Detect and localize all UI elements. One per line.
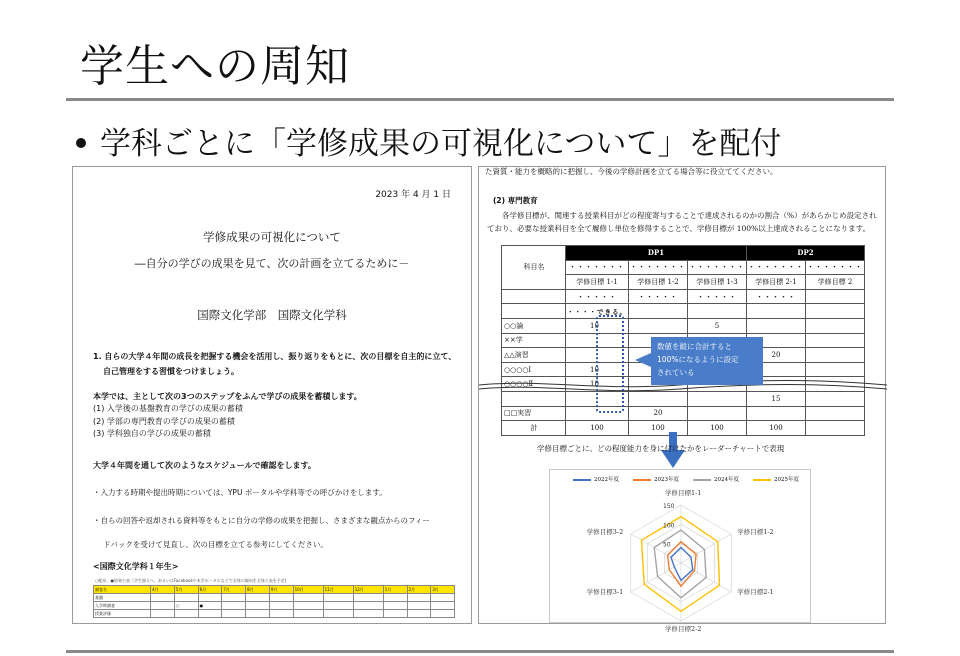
total-value: 100 bbox=[629, 421, 688, 436]
goal-header: 学修目標 1-3 bbox=[688, 275, 747, 290]
month-cell: 4月 bbox=[151, 586, 175, 594]
goal-header: 学修目標 2 bbox=[806, 275, 865, 290]
legend-label: 2024年度 bbox=[714, 477, 739, 483]
column-highlight-box bbox=[596, 315, 624, 413]
item-1 bbox=[93, 349, 463, 379]
goal-desc: ・・・・・・・ bbox=[629, 260, 688, 275]
goal-dots-row bbox=[502, 304, 865, 319]
first-year-heading: <国際文化学科１年生> bbox=[93, 562, 179, 571]
total-value: 100 bbox=[566, 421, 629, 436]
radar-series-2024年度 bbox=[654, 530, 706, 598]
goal-dots-row bbox=[502, 289, 865, 304]
schedule-header-row bbox=[94, 586, 455, 594]
schedule-row bbox=[94, 602, 455, 610]
month-cell: 7月 bbox=[222, 586, 246, 594]
goal-desc: ・・・・・ bbox=[629, 289, 688, 304]
note-feedback-line-2: ドバックを受けて見直し、次の目標を立てる参考にしてください。 bbox=[103, 540, 328, 549]
callout-pointer bbox=[635, 353, 651, 367]
course-name: □□実習 bbox=[502, 406, 566, 421]
month-cell: 9月 bbox=[269, 586, 293, 594]
schedule-legend-note: ○配布、●結果公表（学生個人へ、あるいはFacebookや本学ポータルなどで全体の傾向を全体公表を予定) bbox=[95, 578, 287, 583]
bottom-divider bbox=[66, 650, 894, 653]
month-cell: 11月 bbox=[323, 586, 353, 594]
radar-axis-label: 学修目標1-2 bbox=[737, 528, 774, 536]
radar-tick-label: 50 bbox=[663, 541, 671, 549]
course-name: ○○○○Ⅰ bbox=[502, 362, 566, 377]
schedule-row bbox=[94, 610, 455, 618]
sum-explanation-callout bbox=[651, 337, 763, 385]
month-cell: 10月 bbox=[293, 586, 323, 594]
radar-axis-label: 学修目標1-1 bbox=[665, 489, 702, 497]
schedule-heading: 大学４年間を通して次のようなスケジュールで確認をします。 bbox=[93, 461, 316, 470]
course-value: 10 bbox=[566, 377, 629, 392]
step-1: (1) 入学後の基盤教育の学びの成果の蓄積 bbox=[93, 404, 243, 413]
schedule-cell: ● bbox=[198, 602, 222, 610]
legend-label: 2022年度 bbox=[594, 477, 619, 483]
schedule-cell: 授業評価 bbox=[94, 610, 151, 618]
bullet-point bbox=[76, 118, 781, 163]
schedule-cell: 基盤 bbox=[94, 594, 151, 602]
callout-line: 数値を縦に合計すると bbox=[657, 342, 732, 351]
schedule-row bbox=[94, 594, 455, 602]
radar-axis-label: 学修目標3-2 bbox=[586, 528, 624, 536]
item-1-line-1: 1. 自らの大学４年間の成長を把握する機会を活用し、振り返りをもとに、次の目標を自主的に立て、 bbox=[93, 352, 457, 361]
goal-desc: ・・・・・・・ bbox=[566, 260, 629, 275]
bullet-dot-icon bbox=[76, 138, 86, 148]
month-cell: 調査名 bbox=[94, 586, 151, 594]
month-cell: 5月 bbox=[174, 586, 198, 594]
steps-lead: 本学では、主として次の3つのステップをふんで学びの成果を蓄積します。 bbox=[93, 392, 362, 401]
total-value: 100 bbox=[747, 421, 806, 436]
goal-header: 学修目標 1-2 bbox=[629, 275, 688, 290]
month-cell: 8月 bbox=[246, 586, 270, 594]
month-cell: 2月 bbox=[407, 586, 431, 594]
schedule-cell: 入学時調査 bbox=[94, 602, 151, 610]
radar-caption: 学修目標ごとに、どの程度能力を身に付けたかをレーダーチャートで表現 bbox=[537, 444, 785, 453]
document-subtitle: ―自分の学びの成果を見て、次の計画を立てるために－ bbox=[134, 257, 410, 270]
bullet-text: 学科ごとに「学修成果の可視化について」を配付 bbox=[100, 126, 782, 162]
course-value: 15 bbox=[747, 391, 806, 406]
course-value: 20 bbox=[747, 348, 806, 363]
month-cell: 6月 bbox=[198, 586, 222, 594]
department-name: 国際文化学部 国際文化学科 bbox=[197, 308, 347, 322]
course-row bbox=[502, 406, 865, 421]
radar-axis-label: 学修目標3-1 bbox=[586, 588, 624, 596]
goal-desc: ・・・・できる。 bbox=[566, 304, 629, 319]
item-1-line-2: 自己管理をする習慣をつけましょう。 bbox=[103, 367, 239, 376]
note-timing: ・入力する時期や提出時期については、YPU ポータルや学科等での呼びかけをします。 bbox=[93, 488, 387, 497]
course-name: ××学 bbox=[502, 333, 566, 348]
legend-label: 2023年度 bbox=[654, 477, 679, 483]
course-name-header: 科目名 bbox=[502, 246, 566, 290]
callout-line: 100%になるように設定 bbox=[657, 355, 739, 364]
course-value: 10 bbox=[566, 362, 629, 377]
radar-axis-label: 学修目標2-1 bbox=[737, 588, 774, 596]
total-value: 100 bbox=[688, 421, 747, 436]
dp2-header: DP2 bbox=[747, 246, 865, 261]
section-paragraph: 各学修目標が、関連する授業科目がどの程度寄与することで達成されるのかの割合（%）があらかじめ設定されており、必要な授業科目を全て履修し単位を修得することで、学修目標が 100%以上達成されることになります。 bbox=[487, 211, 877, 233]
goal-desc: ・・・・・・・ bbox=[747, 260, 806, 275]
slide-title: 学生への周知 bbox=[80, 41, 350, 92]
schedule-table bbox=[93, 585, 455, 618]
page-top-text: た資質・能力を概略的に把握し、今後の学修計画を立てる場合等に役立ててください。 bbox=[485, 167, 778, 176]
course-value: 10 bbox=[566, 318, 629, 333]
dp-header-row bbox=[502, 246, 865, 261]
step-3: (3) 学科独自の学びの成果の蓄積 bbox=[93, 429, 211, 438]
month-cell: 3月 bbox=[431, 586, 455, 594]
month-cell: 12月 bbox=[353, 586, 383, 594]
radar-axis-label: 学修目標2-2 bbox=[665, 625, 702, 633]
step-2: (2) 学部の専門教育の学びの成果の蓄積 bbox=[93, 416, 235, 426]
goal-desc: ・・・・・・・ bbox=[688, 260, 747, 275]
dp1-header: DP1 bbox=[566, 246, 747, 261]
goal-header: 学修目標 1-1 bbox=[566, 275, 629, 290]
goal-desc: ・・・・・ bbox=[747, 289, 806, 304]
course-name: △△演習 bbox=[502, 348, 566, 363]
schedule-cell: ○ bbox=[174, 602, 198, 610]
goal-header: 学修目標 2-1 bbox=[747, 275, 806, 290]
document-date: 2023 年 4 月 1 日 bbox=[375, 190, 451, 200]
callout-line: されている bbox=[657, 368, 695, 377]
goal-desc: ・・・・・ bbox=[566, 289, 629, 304]
course-row bbox=[502, 318, 865, 333]
note-feedback-line-1: ・自らの回答や返却される資料等をもとに自分の学修の成果を把握し、さまざまな観点からのフィー bbox=[93, 516, 430, 525]
section-heading: (2) 専門教育 bbox=[493, 196, 538, 205]
radar-chart bbox=[549, 469, 811, 633]
legend-label: 2025年度 bbox=[774, 477, 799, 483]
goal-desc: ・・・・・ bbox=[688, 289, 747, 304]
radar-tick-label: 150 bbox=[663, 503, 675, 510]
course-value: 20 bbox=[629, 406, 688, 421]
course-name: ○○○○Ⅱ bbox=[502, 377, 566, 392]
course-name: ○○論 bbox=[502, 318, 566, 333]
steps-list bbox=[93, 403, 243, 441]
month-cell: 1月 bbox=[383, 586, 407, 594]
document-title: 学修成果の可視化について bbox=[203, 230, 341, 244]
course-value: 5 bbox=[688, 318, 747, 333]
handout-page-image-2 bbox=[478, 166, 886, 633]
total-label: 計 bbox=[502, 421, 566, 436]
goal-desc: ・・・・・・・ bbox=[806, 260, 865, 275]
handout-page-image bbox=[72, 166, 472, 624]
radar-tick-label: 100 bbox=[663, 522, 675, 530]
title-divider bbox=[66, 98, 894, 101]
